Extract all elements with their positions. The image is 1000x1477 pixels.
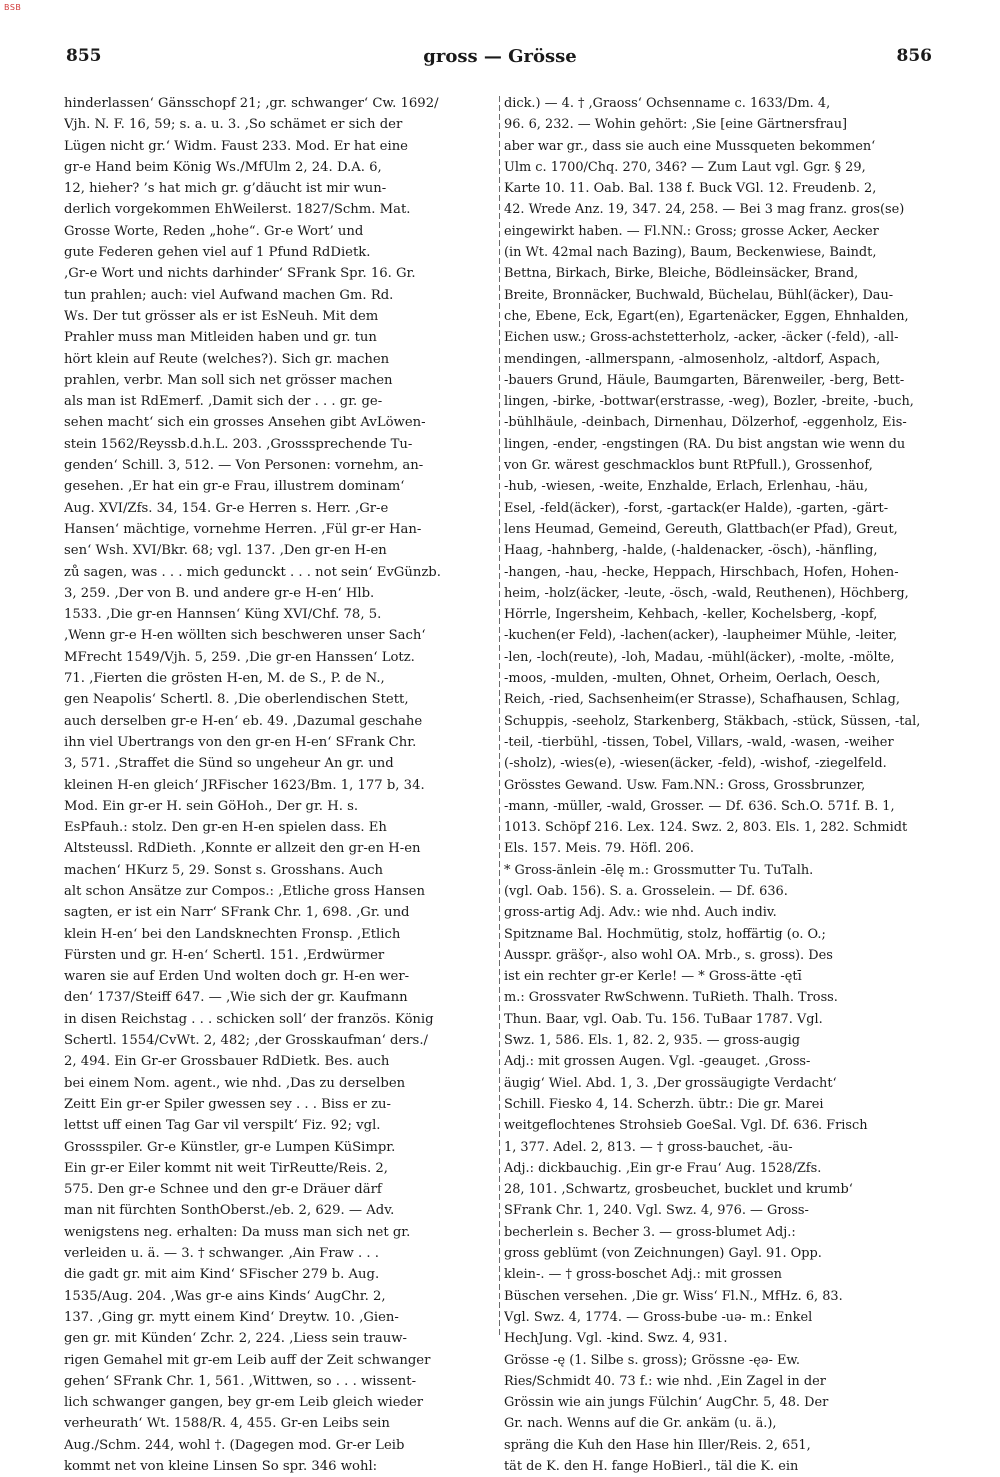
left-column (64, 93, 494, 1477)
right-column (504, 93, 932, 1477)
left-page-number: 855 (66, 46, 102, 66)
left-column-text: hinderlassen‘ Gänsschopf 21; ‚gr. schwanger‘ Cw. 1692/ Vjh. N. F. 16, 59; s. a. u. 3. ‚So schämet er sich der Lügen nicht gr.‘ Widm. Faust 233. Mod. Er hat eine gr-e Hand beim König Ws./MfUlm 2, 24. D.A. 6, 12, hieher? ’s hat mich gr. g’däucht ist mir wun- derlich vorgekommen EhWeilerst. 1827/Schm. Mat. Grosse Worte, Reden „hohe“. Gr-e Wort’ und gute Federen gehen viel auf 1 Pfund RdDietk. ‚Gr-e Wort und nichts darhinder‘ SFrank Spr. 16. Gr. tun prahlen; auch: viel Aufwand machen Gm. Rd. Ws. Der tut grösser als er ist EsNeuh. Mit dem Prahler muss man Mitleiden haben und gr. tun hört klein auf Reute (welches?). Sich gr. machen prahlen, verbr. Man soll sich net grösser machen als man ist RdEmerf. ‚Damit sich der . . . gr. ge- sehen macht‘ sich ein grosses Ansehen gibt AvLöwen- stein 1562/Reyssb.d.h.L. 203. ‚Grosssprechende Tu- genden‘ Schill. 3, 512. — Von Personen: vornehm, an- gesehen. ‚Er hat ein gr-e Frau, illustrem dominam‘ Aug. XVI/Zfs. 34, 154. Gr-e Herren s. Herr. ‚Gr-e Hansen‘ mächtige, vornehme Herren. ‚Fül gr-er Han- sen‘ Wsh. XVI/Bkr. 68; vgl. 137. ‚Den gr-en H-en zů sagen, was . . . mich gedunckt . . . not sein‘ EvGünzb. 3, 259. ‚Der von B. und andere gr-e H-en‘ Hlb. 1533. ‚Die gr-en Hannsen‘ Küng XVI/Chf. 78, 5. ‚Wenn gr-e H-en wöllten sich beschweren unser Sach‘ MFrecht 1549/Vjh. 5, 259. ‚Die gr-en Hanssen‘ Lotz. 71. ‚Fierten die grösten H-en, M. de S., P. de N., gen Neapolis‘ Schertl. 8. ‚Die oberlendischen Stett, auch derselben gr-e H-en‘ eb. 49. ‚Dazumal geschahe ihn viel Ubertrangs von den gr-en H-en‘ SFrank Chr. 3, 571. ‚Straffet die Sünd so ungeheur An gr. und kleinen H-en gleich‘ JRFischer 1623/Bm. 1, 177 b, 34. Mod. Ein gr-er H. sein GöHoh., Der gr. H. s. EsPfauh.: stolz. Den gr-en H-en spielen dass. Eh Altsteussl. RdDieth. ‚Konnte er allzeit den gr-en H-en machen‘ HKurz 5, 29. Sonst s. Grosshans. Auch alt schon Ansätze zur Compos.: ‚Etliche gross Hansen sagten, er ist ein Narr‘ SFrank Chr. 1, 698. ‚Gr. und klein H-en‘ bei den Landsknechten Fronsp. ‚Etlich Fürsten und gr. H-en‘ Schertl. 151. ‚Erdwürmer waren sie auf Erden Und wolten doch gr. H-en wer- den‘ 1737/Steiff 647. — ‚Wie sich der gr. Kaufmann in disen Reichstag . . . schicken soll‘ der französ. König Schertl. 1554/CvWt. 2, 482; ‚der Grosskaufman‘ ders./ 2, 494. Ein Gr-er Grossbauer RdDietk. Bes. auch bei einem Nom. agent., wie nhd. ‚Das zu derselben Zeitt Ein gr-er Spiler gwessen sey . . . Biss er zu- lettst uff einen Tag Gar vil verspilt‘ Fiz. 92; vgl. Grossspiler. Gr-e Künstler, gr-e Lumpen KüSimpr. Ein gr-er Eiler kommt nit weit TirReutte/Reis. 2, 575. Den gr-e Schnee und den gr-e Dräuer därf man nit fürchten SonthOberst./eb. 2, 629. — Adv. wenigstens neg. erhalten: Da muss man sich net gr. verleiden u. ä. — 3. † schwanger. ‚Ain Fraw . . . die gadt gr. mit aim Kind‘ SFischer 279 b. Aug. 1535/Aug. 204. ‚Was gr-e ains Kinds‘ AugChr. 2, 137. ‚Ging gr. mytt einem Kind‘ Dreytw. 10. ‚Gien- gen gr. mit Künden‘ Zchr. 2, 224. ‚Liess sein trauw- rigen Gemahel mit gr-em Leib auff der Zeit schwanger gehen‘ SFrank Chr. 1, 561. ‚Wittwen, so . . . wissent- lich schwanger gangen, bey gr-em Leib gleich wieder verheurath‘ Wt. 1588/R. 4, 455. Gr-en Leibs sein Aug./Schm. 244, wohl †. (Dagegen mod. Gr-er Leib kommt net von kleine Linsen So spr. 346 wohl: (64, 96, 441, 1474)
right-page-number: 856 (896, 46, 932, 66)
right-column-text: dick.) — 4. † ‚Graoss‘ Ochsenname c. 1633/Dm. 4, 96. 6, 232. — Wohin gehört: ‚Sie [eine Gärtnersfrau] aber war gr., dass sie auch eine Mussqueten bekommen‘ Ulm c. 1700/Chq. 270, 346? — Zum Laut vgl. Ggr. § 29, Karte 10. 11. Oab. Bal. 138 f. Buck VGl. 12. Freudenb. 2, 42. Wrede Anz. 19, 347. 24, 258. — Bei 3 mag franz. gros(se) eingewirkt haben. — Fl.NN.: Gross; grosse Acker, Aecker (in Wt. 42mal nach Bazing), Baum, Beckenwiese, Baindt, Bettna, Birkach, Birke, Bleiche, Bödleinsäcker, Brand, Breite, Bronnäcker, Buchwald, Büchelau, Bühl(äcker), Dau- che, Ebene, Eck, Egart(en), Egartenäcker, Eggen, Ehnhalden, Eichen usw.; Gross-achstetterholz, -acker, -äcker (-feld), -all- mendingen, -allmerspann, -almosenholz, -altdorf, Aspach, -bauers Grund, Häule, Baumgarten, Bärenweiler, -berg, Bett- lingen, -birke, -bottwar(erstrasse, -weg), Bozler, -breite, -buch, -bühlhäule, -deinbach, Dirnenhau, Dölzerhof, -eggenholz, Eis- lingen, -ender, -engstingen (RA. Du bist angstan wie wenn du von Gr. wärest geschmacklos bunt RtPfull.), Grossenhof, -hub, -wiesen, -weite, Enzhalde, Erlach, Erlenhau, -häu, Esel, -feld(äcker), -forst, -gartack(er Halde), -garten, -gärt- lens Heumad, Gemeind, Gereuth, Glattbach(er Pfad), Greut, Haag, -hahnberg, -halde, (-haldenacker, -ösch), -hänfling, -hangen, -hau, -hecke, Heppach, Hirschbach, Hofen, Hohen- heim, -holz(äcker, -leute, -ösch, -wald, Reuthenen), Höchberg, Hörrle, Ingersheim, Kehbach, -keller, Kochelsberg, -kopf, -kuchen(er Feld), -lachen(acker), -laupheimer Mühle, -leiter, -len, -loch(reute), -loh, Madau, -mühl(äcker), -molte, -mölte, -moos, -mulden, -multen, Ohnet, Orheim, Oerlach, Oesch, Reich, -ried, Sachsenheim(er Strasse), Schafhausen, Schlag, Schuppis, -seeholz, Starkenberg, Stäkbach, -stück, Süssen, -tal, -teil, -tierbühl, -tissen, Tobel, Villars, -wald, -wasen, -weiher (-sholz), -wies(e), -wiesen(äcker, -feld), -wishof, -ziegelfeld. Grösstes Gewand. Usw. Fam.NN.: Gross, Grossbrunzer, -mann, -müller, -wald, Grosser. — Df. 636. Sch.O. 571f. B. 1, 1013. Schöpf 216. Lex. 124. Swz. 2, 803. Els. 1, 282. Schmidt Els. 157. Meis. 79. Höfl. 206. * Gross-änlein -ēlę m.: Grossmutter Tu. TuTalh. (vgl. Oab. 156). S. a. Grosselein. — Df. 636. gross-artig Adj. Adv.: wie nhd. Auch indiv. Spitzname Bal. Hochmütig, stolz, hoffärtig (o. O.; Ausspr. gräšǫr-, also wohl OA. Mrb., s. gross). Des ist ein rechter gr-er Kerle! — * Gross-ätte -ętī m.: Grossvater RwSchwenn. TuRieth. Thalh. Tross. Thun. Baar, vgl. Oab. Tu. 156. TuBaar 1787. Vgl. Swz. 1, 586. Els. 1, 82. 2, 935. — gross-augig Adj.: mit grossen Augen. Vgl. -geauget. ‚Gross- äugig‘ Wiel. Abd. 1, 3. ‚Der grossäugigte Verdacht‘ Schill. Fiesko 4, 14. Scherzh. übtr.: Die gr. Marei weitgeflochtenes Strohsieb GoeSal. Vgl. Df. 636. Frisch 1, 377. Adel. 2, 813. — † gross-bauchet, -äu- Adj.: dickbauchig. ‚Ein gr-e Frau‘ Aug. 1528/Zfs. 28, 101. ‚Schwartz, grosbeuchet, bucklet und krumb‘ SFrank Chr. 1, 240. Vgl. Swz. 4, 976. — Gross- becherlein s. Becher 3. — gross-blumet Adj.: gross geblümt (von Zeichnungen) Gayl. 91. Opp. klein-. — † gross-boschet Adj.: mit grossen Büschen versehen. ‚Die gr. Wiss‘ Fl.N., MfHz. 6, 83. Vgl. Swz. 4, 1774. — Gross-bube -uə- m.: Enkel HechJung. Vgl. -kind. Swz. 4, 931. Grösse -ę (1. Silbe s. gross); Grössne -ęə- Ew. Ries/Schmidt 40. 73 f.: wie nhd. ‚Ein Zagel in der Grössin wie ain jungs Fülchin‘ AugChr. 5, 48. Der Gr. nach. Wenns auf die Gr. ankäm (u. ä.), spräng die Kuh den Hase hin Iller/Reis. 2, 651, tät de K. den H. fange HoBierl., täl die K. ein (504, 96, 921, 1474)
library-stamp: BSB (4, 3, 22, 12)
column-divider (499, 96, 500, 1336)
running-headword: gross — Grösse (423, 46, 577, 67)
